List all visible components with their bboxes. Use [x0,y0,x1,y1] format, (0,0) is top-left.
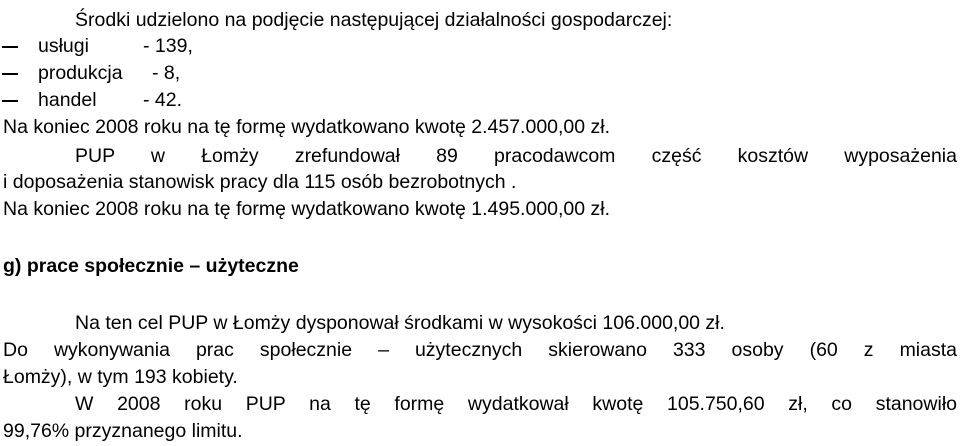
list-item-value: - 8, [152,62,181,84]
dash-bullet-icon [2,100,18,102]
dash-bullet-icon [2,73,18,75]
paragraph-line: W 2008 roku PUP na tę formę wydatkował kwotę 105.750,60 zł, co stanowiło [75,393,957,415]
list-item-value: - 139, [143,35,193,57]
list-item-label: usługi [38,35,89,57]
summary-text: Na koniec 2008 roku na tę formę wydatkowano kwotę 1.495.000,00 zł. [3,198,611,220]
paragraph-line: Łomży), w tym 193 kobiety. [3,366,238,388]
paragraph-line: 99,76% przyznanego limitu. [3,420,243,442]
list-item-label: produkcja [38,62,123,84]
list-item-label: handel [38,89,97,111]
list-item-value: - 42. [143,89,183,111]
intro-text: Środki udzielono na podjęcie następującej działalności gospodarczej: [75,9,673,31]
summary-text: Na koniec 2008 roku na tę formę wydatkowano kwotę 2.457.000,00 zł. [3,116,611,138]
paragraph-line: Do wykonywania prac społecznie – użytecznych skierowano 333 osoby (60 z miasta [3,339,957,361]
paragraph-line: i doposażenia stanowisk pracy dla 115 osób bezrobotnych . [3,171,517,193]
paragraph-line: Na ten cel PUP w Łomży dysponował środkami w wysokości 106.000,00 zł. [75,312,725,334]
dash-bullet-icon [2,46,18,48]
paragraph-line: PUP w Łomży zrefundował 89 pracodawcom część kosztów wyposażenia [75,145,957,167]
section-heading: g) prace społecznie – użyteczne [3,255,299,277]
